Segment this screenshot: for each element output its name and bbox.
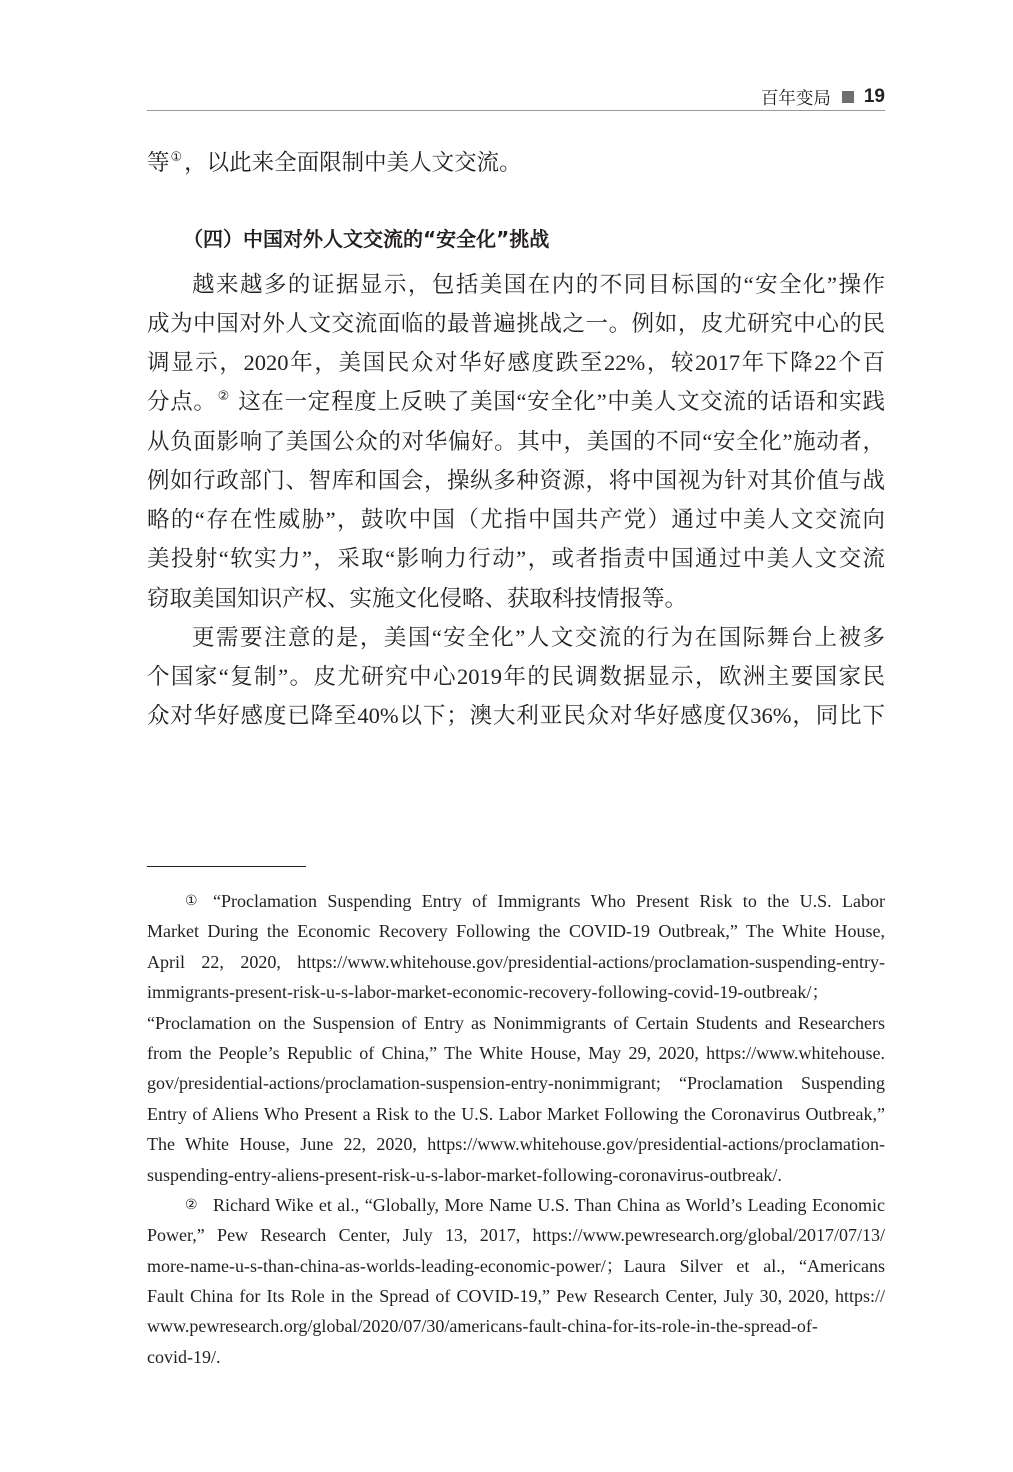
footnote-line-text: “Proclamation Suspending Entry of Immigrants Who Present Risk to the U.S. Labor xyxy=(213,891,885,911)
header-rule xyxy=(147,110,885,111)
footnote-line xyxy=(147,1129,885,1159)
footnote-line xyxy=(147,1281,885,1311)
square-icon xyxy=(842,91,854,103)
footnote-line-text: covid-19/. xyxy=(147,1346,221,1367)
footnote-line xyxy=(147,1160,885,1190)
footnote-line-text: suspending-entry-aliens-present-risk-u-s-labor-market-following-coronavirus-outbreak/. xyxy=(147,1164,782,1185)
footnote-line-text: Entry of Aliens Who Present a Risk to the U.S. Labor Market Following the Coronavirus Outbreak,” xyxy=(147,1103,885,1124)
body-text-line: 众对华好感度已降至40%以下；澳大利亚民众对华好感度仅36%，同比下 xyxy=(147,703,885,729)
body-paragraph xyxy=(147,265,885,618)
footnote-line-text: gov/presidential-actions/proclamation-suspension-entry-nonimmigrant; “Proclamation Suspending xyxy=(147,1073,885,1094)
footnote-line xyxy=(147,1038,885,1068)
body-text-line xyxy=(147,382,885,421)
footnote-line-text: The White House, June 22, 2020, https://www.whitehouse.gov/presidential-actions/proclamation- xyxy=(147,1134,885,1155)
footnote-line xyxy=(147,1008,885,1038)
footnote-line xyxy=(147,916,885,946)
footnote-line xyxy=(147,1068,885,1098)
page-number: 19 xyxy=(863,86,885,107)
footnote-line-text: immigrants-present-risk-u-s-labor-market-economic-recovery-following-covid-19-outbreak/； xyxy=(147,982,830,1003)
body-text-line: 更需要注意的是，美国“安全化”人文交流的行为在国际舞台上被多 xyxy=(192,624,885,650)
body-paragraph xyxy=(147,618,885,736)
footnote-separator-rule xyxy=(147,866,306,867)
footnote-line-text: Richard Wike et al., “Globally, More Name U.S. Than China as World’s Leading Economic xyxy=(213,1194,885,1215)
footnote-line xyxy=(147,947,885,977)
footnote-line xyxy=(147,1220,885,1250)
carryover-line xyxy=(147,143,885,182)
section-heading: （四）中国对外人文交流的“安全化”挑战 xyxy=(183,227,550,251)
footnote-line-text: from the People’s Republic of China,” The White House, May 29, 2020, https://www.whitehouse. xyxy=(147,1042,885,1063)
footnote-line xyxy=(147,1342,885,1372)
body-text-line: 窃取美国知识产权、实施文化侵略、获取科技情报等。 xyxy=(147,585,688,611)
footnote-line-text: www.pewresearch.org/global/2020/07/30/americans-fault-china-for-its-role-in-the-spread-of- xyxy=(147,1316,818,1337)
footnote-line xyxy=(147,886,885,916)
footnote-line-text: Fault China for Its Role in the Spread of COVID-19,” Pew Research Center, July 30, 2020, https:// xyxy=(147,1286,885,1307)
body-text-line: 略的“存在性威胁”，鼓吹中国（尤指中国共产党）通过中美人文交流向 xyxy=(147,507,885,533)
footnote-line-text: “Proclamation on the Suspension of Entry as Nonimmigrants of Certain Students and Researchers xyxy=(147,1012,885,1033)
footnote-marker: ① xyxy=(185,893,198,909)
footnote-ref-marker: ① xyxy=(170,150,183,165)
running-header xyxy=(761,85,885,109)
footnote xyxy=(147,1190,885,1372)
body-text-line: 调显示，2020年，美国民众对华好感度跌至22%，较2017年下降22个百 xyxy=(147,350,885,376)
footnote-line xyxy=(147,1251,885,1281)
footnote-marker: ② xyxy=(185,1196,198,1213)
line-text: 这在一定程度上反映了美国“安全化”中美人文交流的话语和实践 xyxy=(231,389,885,415)
footnote-line-text: April 22, 2020, https://www.whitehouse.gov/presidential-actions/proclamation-suspending-entry- xyxy=(147,951,885,972)
footnote-line xyxy=(147,1190,885,1220)
body-text-line: 个国家“复制”。皮尤研究中心2019年的民调数据显示，欧洲主要国家民 xyxy=(147,664,885,690)
body-text xyxy=(147,265,885,736)
body-text-line: 越来越多的证据显示，包括美国在内的不同目标国的“安全化”操作 xyxy=(192,271,885,297)
footnote-line xyxy=(147,977,885,1007)
body-text-line: 美投射“软实力”，采取“影响力行动”，或者指责中国通过中美人文交流 xyxy=(147,546,885,572)
line-text: 等 xyxy=(147,150,170,175)
line-text: ，以此来全面限制中美人文交流。 xyxy=(184,150,522,175)
running-title: 百年变局 xyxy=(760,88,831,109)
footnote-line-text: Market During the Economic Recovery Following the COVID-19 Outbreak,” The White House, xyxy=(147,921,885,942)
footnote-line-text: more-name-u-s-than-china-as-worlds-leading-economic-power/；Laura Silver et al., “Americans xyxy=(147,1255,885,1276)
body-text-line: 从负面影响了美国公众的对华偏好。其中，美国的不同“安全化”施动者， xyxy=(147,428,885,454)
footnote-line xyxy=(147,1099,885,1129)
footnote-line-text: Power,” Pew Research Center, July 13, 2017, https://www.pewresearch.org/global/2017/07/13/ xyxy=(147,1225,885,1246)
footnote xyxy=(147,886,885,1190)
footnotes xyxy=(147,886,885,1372)
footnote-line xyxy=(147,1311,885,1341)
body-text-line: 成为中国对外人文交流面临的最普遍挑战之一。例如，皮尤研究中心的民 xyxy=(147,310,885,336)
footnote-ref-marker: ② xyxy=(217,389,230,405)
body-text-line: 例如行政部门、智库和国会，操纵多种资源，将中国视为针对其价值与战 xyxy=(147,467,885,493)
line-text: 分点。 xyxy=(147,389,217,415)
